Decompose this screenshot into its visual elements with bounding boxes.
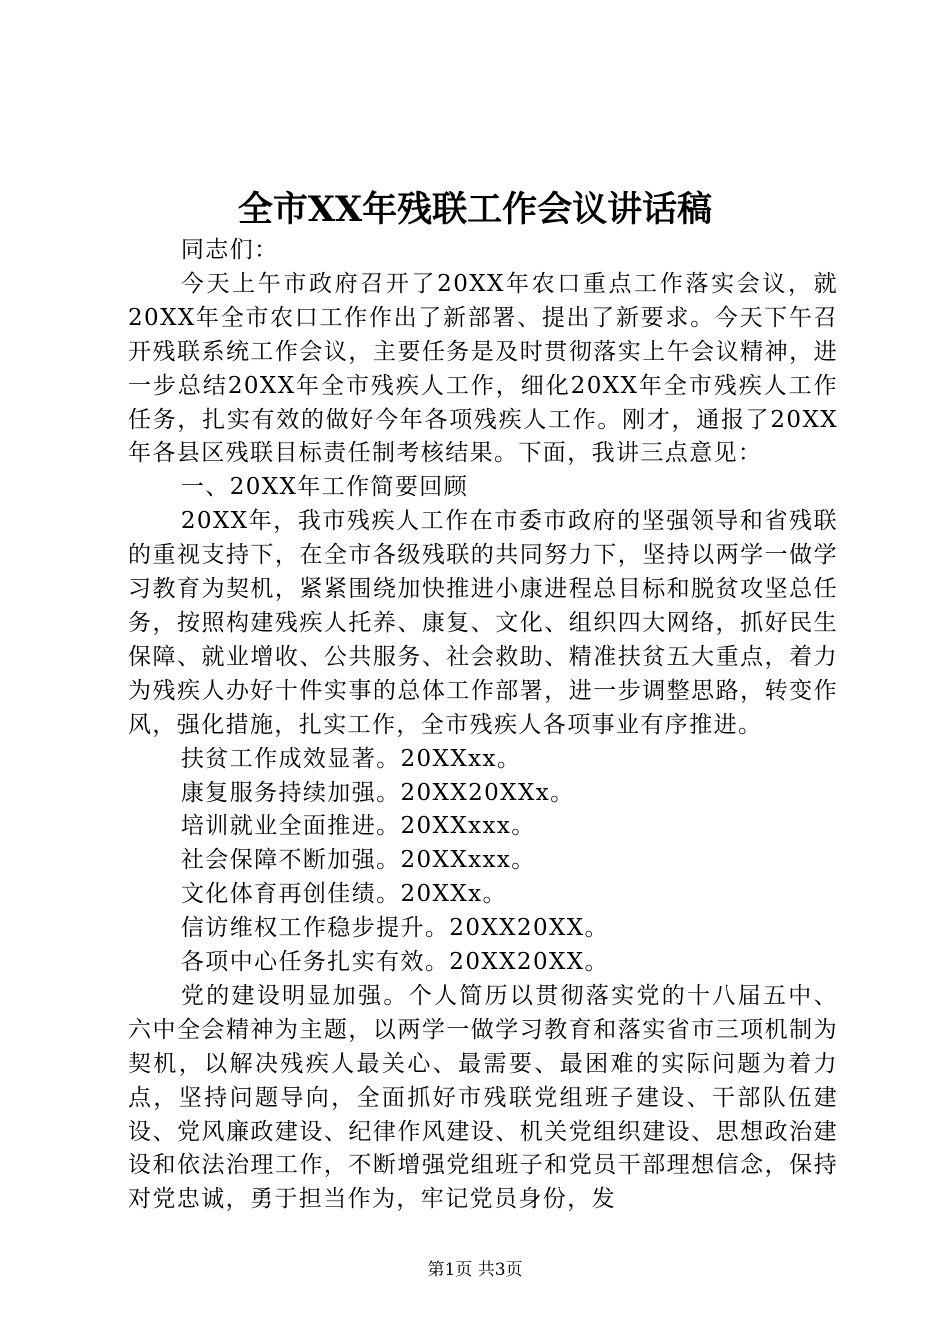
- list-item: 扶贫工作成效显著。20XXxx。: [180, 745, 522, 772]
- section-heading: 一、20XX年工作简要回顾: [180, 474, 469, 501]
- salutation: 同志们：: [180, 237, 279, 263]
- paragraph-party-building: 党的建设明显加强。个人简历以贯彻落实党的十八届五中、六中全会精神为主题，以两学一做学习教育和落实省市三项机制为契机，以解决残疾人最关心、最需要、最困难的实际问题为着力点，坚持问题导向，全面抓好市残联党组班子建设、干部队伍建设、党风廉政建设、纪律作风建设、机关党组织建设、思想政治建设和依法治理工作，不断增强党组班子和党员干部理想信念，保持对党忠诚，勇于担当作为，牢记党员身份，发: [128, 982, 838, 1213]
- page-footer: 第1页 共3页: [427, 1260, 523, 1280]
- list-item: 各项中心任务扎实有效。20XX20XX。: [180, 949, 609, 976]
- list-item: 信访维权工作稳步提升。20XX20XX。: [180, 915, 609, 942]
- list-item: 文化体育再创佳绩。20XXx。: [180, 881, 507, 908]
- list-item: 社会保障不断加强。20XXxxx。: [180, 847, 536, 874]
- paragraph-review: 20XX年，我市残疾人工作在市委市政府的坚强领导和省残联的重视支持下，在全市各级残联的共同努力下，坚持以两学一做学习教育为契机，紧紧围绕加快推进小康进程总目标和脱贫攻坚总任务，按照构建残疾人托养、康复、文化、组织四大网络，抓好民生保障、就业增收、公共服务、社会救助、精准扶贫五大重点，着力为残疾人办好十件实事的总体工作部署，进一步调整思路，转变作风，强化措施，扎实工作，全市残疾人各项事业有序推进。: [128, 508, 838, 738]
- list-item: 康复服务持续加强。20XX20XXx。: [180, 779, 575, 806]
- document-title: 全市XX年残联工作会议讲话稿: [237, 189, 713, 230]
- document-body: [128, 234, 838, 1217]
- paragraph-intro: 今天上午市政府召开了20XX年农口重点工作落实会议，就20XX年全市农口工作作出了新部署、提出了新要求。今天下午召开残联系统工作会议，主要任务是及时贯彻落实上午会议精神，进一步总结20XX年全市残疾人工作，细化20XX年全市残疾人工作任务，扎实有效的做好今年各项残疾人工作。刚才，通报了20XX年各县区残联目标责任制考核结果。下面，我讲三点意见：: [128, 270, 838, 467]
- list-item: 培训就业全面推进。20XXxxx。: [180, 813, 536, 840]
